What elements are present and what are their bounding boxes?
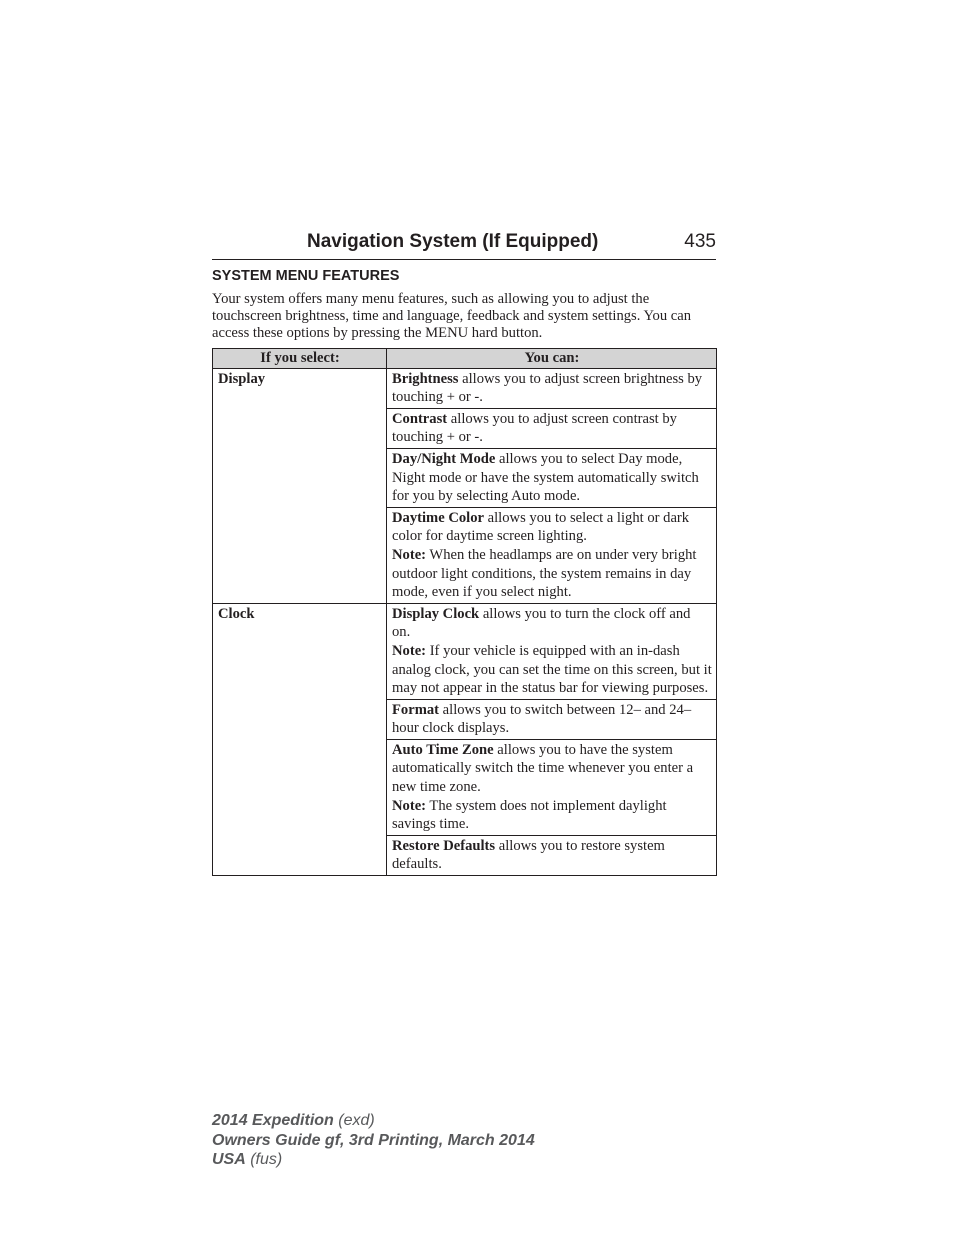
feature-term: Restore Defaults — [392, 837, 496, 854]
feature-term: Auto Time Zone — [392, 741, 494, 758]
note-text: When the headlamps are on under very bright outdoor light conditions, the system remains in day mode, even if you select night. — [392, 546, 697, 601]
footer-market-code: (fus) — [245, 1151, 283, 1168]
note-text: The system does not implement daylight savings time. — [392, 797, 667, 833]
footer-model-line — [212, 1111, 535, 1131]
feature-term: Day/Night Mode — [392, 450, 496, 467]
category-display: Display — [213, 368, 387, 603]
feature-description: allows you to adjust screen contrast by touching + or -. — [392, 410, 677, 446]
note-label: Note: — [392, 797, 427, 814]
feature-description: allows you to switch between 12– and 24–hour clock displays. — [392, 701, 692, 737]
feature-format — [387, 699, 717, 739]
feature-term: Contrast — [392, 410, 448, 427]
note-text: If your vehicle is equipped with an in-dash analog clock, you can set the time on this screen, but it may not appear in the status bar for viewing purposes. — [392, 642, 712, 697]
page-footer — [212, 1111, 535, 1170]
page-number: 435 — [684, 231, 716, 252]
feature-description: allows you to adjust screen brightness by touching + or -. — [392, 370, 703, 406]
column-header-select: If you select: — [213, 349, 387, 369]
feature-daytime-color — [387, 507, 717, 603]
note-label: Note: — [392, 546, 427, 563]
feature-term: Daytime Color — [392, 509, 484, 526]
footer-market-line — [212, 1150, 535, 1170]
feature-auto-time-zone — [387, 739, 717, 835]
feature-brightness — [387, 368, 717, 408]
feature-description: allows you to have the system automatically switch the time whenever you enter a new time zone. — [392, 741, 694, 796]
category-clock: Clock — [213, 603, 387, 875]
note-label: Note: — [392, 642, 427, 659]
feature-description: allows you to turn the clock off and on. — [392, 605, 691, 641]
feature-restore-defaults — [387, 835, 717, 875]
feature-term: Display Clock — [392, 605, 480, 622]
footer-printing-line: Owners Guide gf, 3rd Printing, March 2014 — [212, 1131, 535, 1149]
feature-display-clock — [387, 603, 717, 699]
feature-description: allows you to restore system defaults. — [392, 837, 665, 873]
feature-contrast — [387, 408, 717, 448]
chapter-title: Navigation System (If Equipped) — [307, 231, 599, 252]
table-header-row — [213, 349, 717, 369]
feature-description: allows you to select Day mode, Night mode or have the system automatically switch for you by selecting Auto mode. — [392, 450, 699, 505]
feature-term: Format — [392, 701, 440, 718]
footer-market: USA — [212, 1151, 246, 1168]
feature-day-night-mode — [387, 448, 717, 507]
page-header — [212, 228, 716, 260]
footer-model: 2014 Expedition — [212, 1112, 334, 1129]
column-header-you-can: You can: — [387, 349, 717, 369]
table-row — [213, 368, 717, 408]
feature-term: Brightness — [392, 370, 459, 387]
feature-description: allows you to select a light or dark color for daytime screen lighting. — [392, 509, 690, 545]
system-menu-features-table — [212, 348, 717, 876]
footer-model-code: (exd) — [333, 1112, 375, 1129]
section-title: SYSTEM MENU FEATURES — [212, 268, 400, 284]
intro-paragraph: Your system offers many menu features, such as allowing you to adjust the touchscreen brightness, time and language, feedback and system settings. You can access these options by pressing the MENU hard button. — [212, 291, 692, 341]
table-row — [213, 603, 717, 699]
